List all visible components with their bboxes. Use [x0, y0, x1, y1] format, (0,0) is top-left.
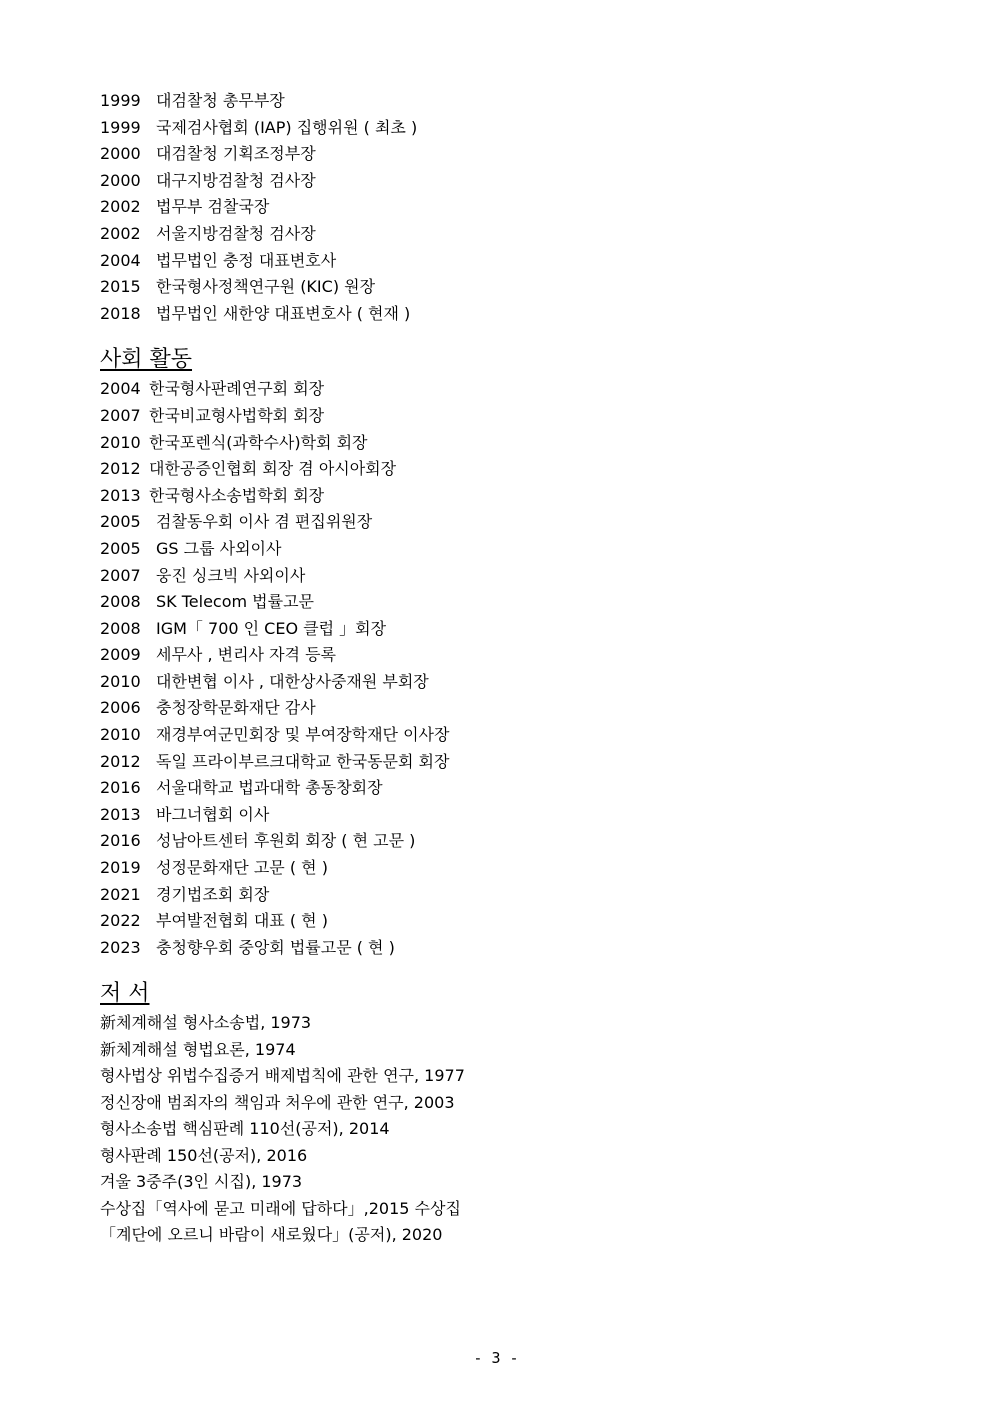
social-item	[100, 589, 900, 616]
publications-list	[100, 1010, 900, 1249]
social-item	[100, 669, 900, 696]
publication-item: 형사판례 150선(공저), 2016	[100, 1145, 308, 1165]
document-page	[100, 88, 900, 1249]
social-text: 웅진 싱크빅 사외이사	[156, 565, 306, 585]
publications-heading: 저 서	[100, 981, 150, 1007]
career-year: 2002	[100, 197, 141, 217]
career-item	[100, 221, 900, 248]
social-year: 2005	[100, 538, 141, 558]
social-item	[100, 935, 900, 962]
career-year: 2000	[100, 144, 141, 164]
social-text: 세무사 , 변리사 자격 등록	[156, 645, 336, 665]
social-item	[100, 695, 900, 722]
career-list	[100, 88, 900, 327]
social-text: 대한변협 이사 , 대한상사중재원 부회장	[156, 671, 429, 691]
social-year: 2008	[100, 592, 141, 612]
social-year: 2021	[100, 884, 141, 904]
career-item	[100, 88, 900, 115]
social-text: 한국포렌식(과학수사)학회 회장	[149, 432, 368, 452]
social-year: 2007	[100, 565, 141, 585]
publication-item: 「계단에 오르니 바람이 새로웠다」(공저), 2020	[100, 1225, 443, 1245]
social-text: 성정문화재단 고문 ( 현 )	[156, 858, 328, 878]
career-text: 법무부 검찰국장	[156, 197, 270, 217]
career-text: 대검찰청 기획조정부장	[156, 144, 316, 164]
social-item	[100, 802, 900, 829]
social-year: 2019	[100, 858, 141, 878]
career-item	[100, 194, 900, 221]
social-year: 2006	[100, 698, 141, 718]
social-activities-list	[100, 376, 900, 961]
career-item	[100, 274, 900, 301]
social-year: 2016	[100, 778, 141, 798]
publication-item: 형사소송법 핵심판례 110선(공저), 2014	[100, 1119, 390, 1139]
social-text: 한국형사판례연구회 회장	[149, 379, 325, 399]
social-text: 충청장학문화재단 감사	[156, 698, 316, 718]
social-year: 2013	[100, 804, 141, 824]
career-item	[100, 301, 900, 328]
social-year: 2013	[100, 485, 141, 505]
social-text: 경기법조회 회장	[156, 884, 270, 904]
social-year: 2012	[100, 751, 141, 771]
social-item	[100, 642, 900, 669]
social-item	[100, 749, 900, 776]
social-text: 검찰동우회 이사 겸 편집위원장	[156, 512, 373, 532]
career-text: 국제검사협회 (IAP) 집행위원 ( 최초 )	[156, 117, 418, 137]
social-item	[100, 616, 900, 643]
social-year: 2022	[100, 911, 141, 931]
social-year: 2010	[100, 725, 141, 745]
social-year: 2016	[100, 831, 141, 851]
social-text: 바그너협회 이사	[156, 804, 270, 824]
career-item	[100, 248, 900, 275]
social-text: 한국형사소송법학회 회장	[149, 485, 325, 505]
career-text: 법무법인 충정 대표변호사	[156, 250, 337, 270]
social-item	[100, 563, 900, 590]
career-text: 대구지방검찰청 검사장	[156, 170, 316, 190]
social-item	[100, 775, 900, 802]
career-year: 2018	[100, 303, 141, 323]
career-item	[100, 115, 900, 142]
social-text: 한국비교형사법학회 회장	[149, 405, 325, 425]
social-text: 독일 프라이부르크대학교 한국동문회 회장	[156, 751, 450, 771]
social-item	[100, 430, 900, 457]
social-text: 대한공증인협회 회장 겸 아시아회장	[149, 459, 397, 479]
social-item	[100, 483, 900, 510]
publication-item: 형사법상 위법수집증거 배제법칙에 관한 연구, 1977	[100, 1066, 465, 1086]
publication-item: 겨울 3중주(3인 시집), 1973	[100, 1172, 303, 1192]
career-text: 서울지방검찰청 검사장	[156, 223, 316, 243]
publication-item: 新체계해설 형법요론, 1974	[100, 1039, 296, 1059]
social-item	[100, 722, 900, 749]
social-text: 부여발전협회 대표 ( 현 )	[156, 911, 328, 931]
social-text: 재경부여군민회장 및 부여장학재단 이사장	[156, 725, 450, 745]
career-year: 1999	[100, 117, 141, 137]
social-year: 2004	[100, 379, 141, 399]
social-item	[100, 828, 900, 855]
career-year: 2004	[100, 250, 141, 270]
social-activities-heading: 사회 활동	[100, 347, 193, 373]
social-text: GS 그룹 사외이사	[156, 538, 282, 558]
social-year: 2010	[100, 671, 141, 691]
social-year: 2008	[100, 618, 141, 638]
social-item	[100, 456, 900, 483]
social-item	[100, 855, 900, 882]
social-item	[100, 376, 900, 403]
social-year: 2012	[100, 459, 141, 479]
career-year: 2015	[100, 277, 141, 297]
page-number: - 3 -	[473, 1349, 519, 1367]
social-text: 충청향우회 중앙회 법률고문 ( 현 )	[156, 937, 395, 957]
social-item	[100, 882, 900, 909]
publication-item: 新체계해설 형사소송법, 1973	[100, 1013, 312, 1033]
social-item	[100, 403, 900, 430]
social-year: 2007	[100, 405, 141, 425]
social-text: SK Telecom 법률고문	[156, 592, 315, 612]
publication-item: 수상집「역사에 묻고 미래에 답하다」,2015 수상집	[100, 1198, 461, 1218]
social-item	[100, 908, 900, 935]
social-year: 2023	[100, 937, 141, 957]
social-year: 2010	[100, 432, 141, 452]
social-year: 2009	[100, 645, 141, 665]
social-text: 성남아트센터 후원회 회장 ( 현 고문 )	[156, 831, 416, 851]
career-item	[100, 168, 900, 195]
social-text: 서울대학교 법과대학 총동창회장	[156, 778, 383, 798]
career-text: 한국형사정책연구원 (KIC) 원장	[156, 277, 376, 297]
social-item	[100, 536, 900, 563]
career-text: 대검찰청 총무부장	[156, 91, 285, 110]
career-year: 1999	[100, 91, 141, 110]
social-year: 2005	[100, 512, 141, 532]
social-text: IGM「 700 인 CEO 클럽 」회장	[156, 618, 387, 638]
social-item	[100, 509, 900, 536]
publication-item: 정신장애 범죄자의 책임과 처우에 관한 연구, 2003	[100, 1092, 455, 1112]
career-item	[100, 141, 900, 168]
career-year: 2002	[100, 223, 141, 243]
career-year: 2000	[100, 170, 141, 190]
career-text: 법무법인 새한양 대표변호사 ( 현재 )	[156, 303, 411, 323]
